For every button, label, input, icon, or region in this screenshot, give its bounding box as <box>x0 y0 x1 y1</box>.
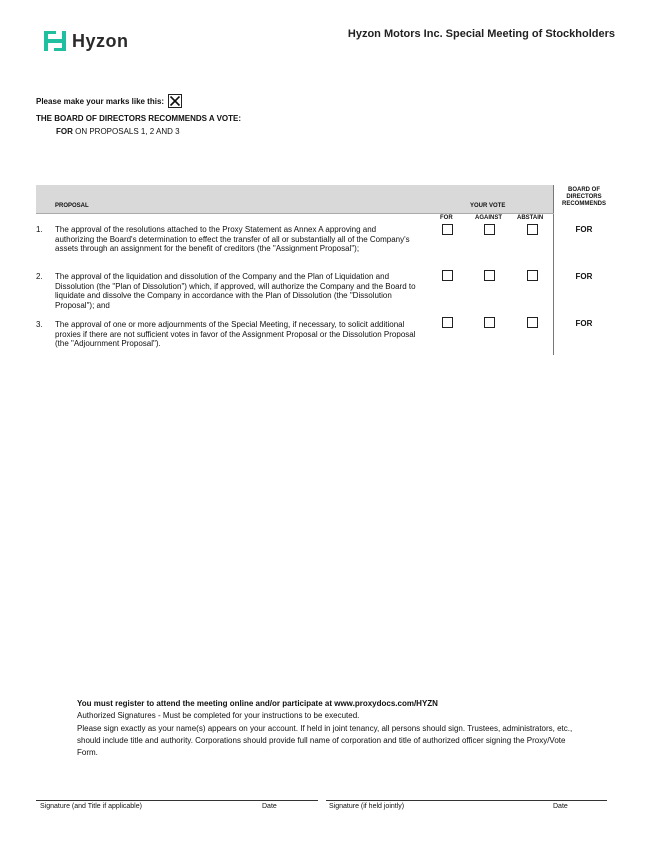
signature-line-1[interactable] <box>36 800 318 801</box>
board-recommends-heading: THE BOARD OF DIRECTORS RECOMMENDS A VOTE: <box>36 114 242 123</box>
hyzon-logo-icon <box>44 31 66 51</box>
company-logo <box>44 30 129 52</box>
proposal-number: 2. <box>36 272 43 281</box>
logo-text: Hyzon <box>72 30 129 51</box>
for-rest: ON PROPOSALS 1, 2 AND 3 <box>72 127 180 136</box>
board-recommendation: FOR <box>575 319 593 328</box>
your-vote-column-header: YOUR VOTE <box>470 203 506 209</box>
register-notice: You must register to attend the meeting online and/or participate at www.proxydocs.com/HYZN <box>77 699 438 708</box>
abstain-column-label: ABSTAIN <box>517 215 544 221</box>
for-column-label: FOR <box>440 215 453 221</box>
date-2-label: Date <box>553 803 568 810</box>
board-recommendation: FOR <box>575 225 593 234</box>
date-1-label: Date <box>262 803 277 810</box>
proposal-text: The approval of the resolutions attached to the Proxy Statement as Annex A approving and authorizing the Board's determination to effect the transfer of all or substantially all of the Company's assets through an assignment for the benefit of creditors (the "Assignment Proposal"); <box>55 225 410 253</box>
header-divider <box>36 213 554 214</box>
signature-1-label: Signature (and Title if applicable) <box>40 803 142 810</box>
proposal-2-against-checkbox[interactable] <box>484 270 495 281</box>
proposal-1-for-checkbox[interactable] <box>442 224 453 235</box>
marks-instruction <box>36 94 182 108</box>
signature-2-label: Signature (if held jointly) <box>329 803 405 810</box>
proposal-1-against-checkbox[interactable] <box>484 224 495 235</box>
proposal-3-against-checkbox[interactable] <box>484 317 495 328</box>
marks-label: Please make your marks like this: <box>36 96 165 106</box>
proposal-text: The approval of the liquidation and dissolution of the Company and the Plan of Liquidation and Dissolution (the "Plan of Dissolution") which, if approved, will authorize the Company and the Board to liquidate and dissolve the Company in accordance with the Plan of Dissolution (the "Dissolution Proposal"); and <box>55 272 416 310</box>
proposal-number: 3. <box>36 320 43 329</box>
checked-box-icon <box>168 94 182 108</box>
proposal-text: The approval of one or more adjournments of the Special Meeting, if necessary, to solicit additional proxies if there are not sufficient votes in favor of the Assignment Proposal or the Dissolution Proposal (the "Adjournment Proposal"). <box>55 320 416 348</box>
proposal-2-for-checkbox[interactable] <box>442 270 453 281</box>
board-recommendation: FOR <box>575 272 593 281</box>
recommendation-line <box>56 127 180 136</box>
proposal-number: 1. <box>36 225 43 234</box>
authorized-signatures-note: Authorized Signatures - Must be completed for your instructions to be executed. <box>77 711 360 720</box>
board-recommends-column-header: BOARD OF DIRECTORS RECOMMENDS <box>561 187 606 207</box>
proposal-column-header: PROPOSAL <box>55 203 89 209</box>
against-column-label: AGAINST <box>475 215 502 221</box>
proposal-1-abstain-checkbox[interactable] <box>527 224 538 235</box>
proposal-3-for-checkbox[interactable] <box>442 317 453 328</box>
proposal-3-abstain-checkbox[interactable] <box>527 317 538 328</box>
proposal-2-abstain-checkbox[interactable] <box>527 270 538 281</box>
page-title: Hyzon Motors Inc. Special Meeting of Stockholders <box>347 28 615 40</box>
signature-line-2[interactable] <box>326 800 607 801</box>
signing-instructions: Please sign exactly as your name(s) appears on your account. If held in joint tenancy, all persons should sign. Trustees, administrators, etc., should include title and authority. Corporations should provide full name of corporation and title of authorized officer signing the Proxy/Vote Form. <box>77 724 573 757</box>
for-word: FOR <box>56 127 73 136</box>
column-divider <box>553 185 554 355</box>
